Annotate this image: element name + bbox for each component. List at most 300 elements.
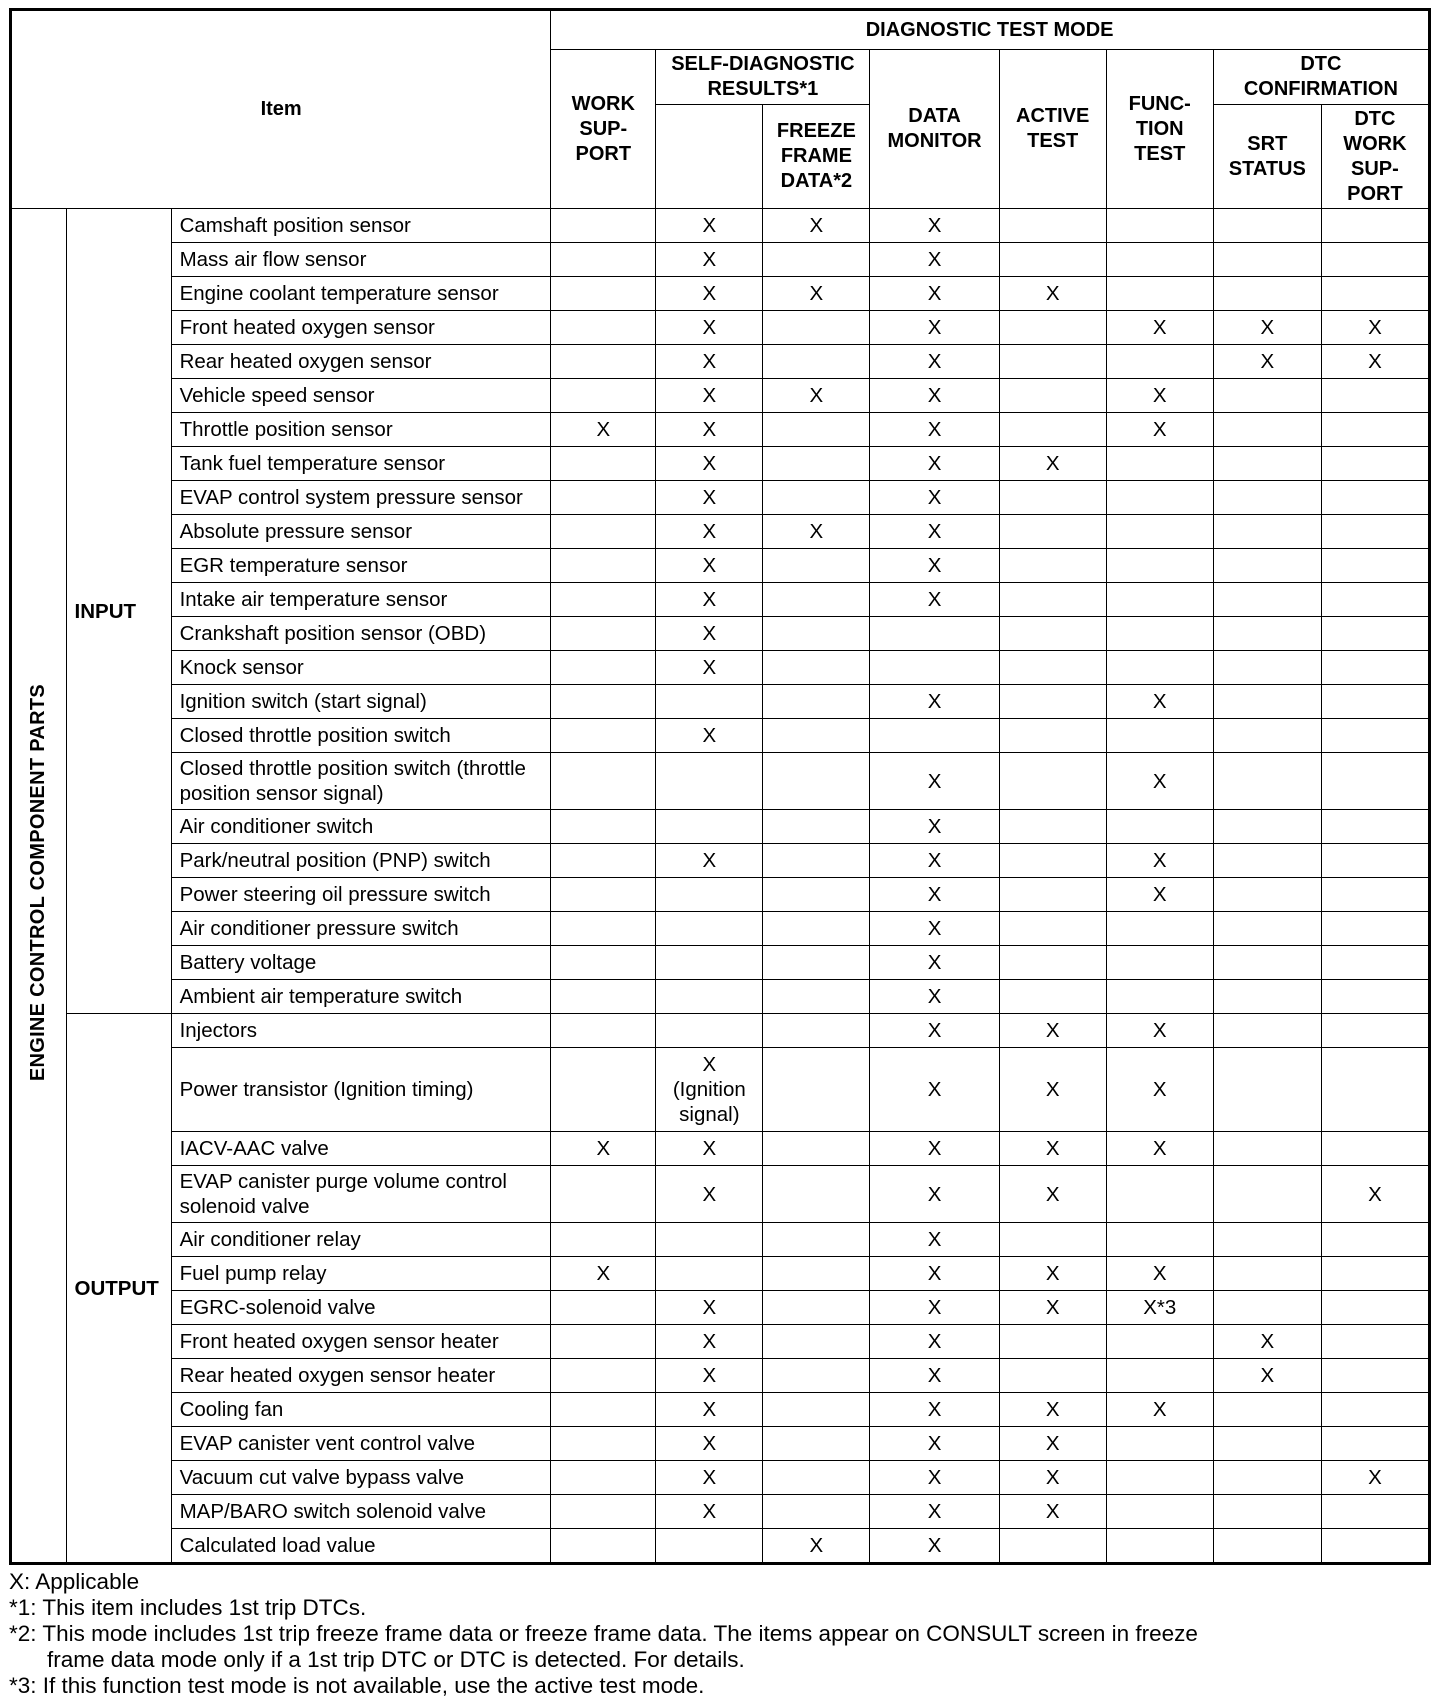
cell-srt-status bbox=[1213, 1427, 1321, 1461]
dtc-work-support-header: DTC WORK SUP- PORT bbox=[1321, 105, 1429, 209]
cell-function-test bbox=[1106, 651, 1213, 685]
cell-active-test bbox=[999, 583, 1106, 617]
cell-active-test bbox=[999, 379, 1106, 413]
cell-dtc-work-support: X bbox=[1321, 1166, 1429, 1223]
applicable-mark: X bbox=[702, 1053, 717, 1076]
cell-work-support bbox=[551, 685, 656, 719]
cell-srt-status bbox=[1213, 810, 1321, 844]
cell-function-test: X*3 bbox=[1106, 1291, 1213, 1325]
component-name: Front heated oxygen sensor bbox=[171, 311, 551, 345]
cell-freeze-frame bbox=[763, 413, 870, 447]
cell-srt-status bbox=[1213, 719, 1321, 753]
self-diagnostic-blank bbox=[656, 105, 763, 209]
cell-work-support bbox=[551, 719, 656, 753]
table-row bbox=[11, 379, 1430, 413]
cell-dtc-work-support bbox=[1321, 1325, 1429, 1359]
cell-freeze-frame bbox=[763, 719, 870, 753]
cell-dtc-work-support bbox=[1321, 980, 1429, 1014]
component-name: EVAP control system pressure sensor bbox=[171, 481, 551, 515]
component-name: Injectors bbox=[171, 1014, 551, 1048]
table-row bbox=[11, 311, 1430, 345]
cell-active-test bbox=[999, 481, 1106, 515]
cell-freeze-frame: X bbox=[763, 379, 870, 413]
cell-function-test: X bbox=[1106, 844, 1213, 878]
cell-work-support bbox=[551, 810, 656, 844]
cell-active-test: X bbox=[999, 1048, 1106, 1132]
cell-function-test bbox=[1106, 345, 1213, 379]
table-row bbox=[11, 515, 1430, 549]
cell-work-support bbox=[551, 379, 656, 413]
cell-work-support bbox=[551, 311, 656, 345]
cell-self-diagnostic bbox=[656, 810, 763, 844]
cell-srt-status bbox=[1213, 1495, 1321, 1529]
cell-function-test bbox=[1106, 277, 1213, 311]
cell-freeze-frame: X bbox=[763, 1529, 870, 1564]
cell-dtc-work-support bbox=[1321, 515, 1429, 549]
table-row bbox=[11, 946, 1430, 980]
cell-work-support bbox=[551, 617, 656, 651]
cell-srt-status bbox=[1213, 617, 1321, 651]
cell-srt-status bbox=[1213, 912, 1321, 946]
table-row bbox=[11, 583, 1430, 617]
cell-active-test: X bbox=[999, 277, 1106, 311]
data-monitor-header: DATA MONITOR bbox=[870, 50, 999, 209]
item-header: Item bbox=[11, 10, 551, 209]
component-name: EVAP canister vent control valve bbox=[171, 1427, 551, 1461]
cell-self-diagnostic: X bbox=[656, 1325, 763, 1359]
cell-srt-status bbox=[1213, 549, 1321, 583]
cell-function-test bbox=[1106, 912, 1213, 946]
cell-function-test bbox=[1106, 1359, 1213, 1393]
cell-work-support bbox=[551, 277, 656, 311]
cell-work-support bbox=[551, 549, 656, 583]
cell-freeze-frame bbox=[763, 243, 870, 277]
cell-freeze-frame bbox=[763, 1166, 870, 1223]
cell-self-diagnostic bbox=[656, 1257, 763, 1291]
component-name: Air conditioner pressure switch bbox=[171, 912, 551, 946]
cell-srt-status bbox=[1213, 1014, 1321, 1048]
cell-work-support bbox=[551, 1166, 656, 1223]
cell-data-monitor: X bbox=[870, 1132, 999, 1166]
cell-active-test: X bbox=[999, 1132, 1106, 1166]
cell-freeze-frame bbox=[763, 685, 870, 719]
cell-self-diagnostic: X bbox=[656, 481, 763, 515]
cell-data-monitor: X bbox=[870, 1257, 999, 1291]
cell-dtc-work-support: X bbox=[1321, 1461, 1429, 1495]
cell-function-test bbox=[1106, 1529, 1213, 1564]
table-row bbox=[11, 719, 1430, 753]
table-row bbox=[11, 447, 1430, 481]
cell-data-monitor: X bbox=[870, 1166, 999, 1223]
cell-data-monitor: X bbox=[870, 1461, 999, 1495]
table-row bbox=[11, 651, 1430, 685]
cell-self-diagnostic bbox=[656, 1223, 763, 1257]
cell-active-test: X bbox=[999, 1166, 1106, 1223]
cell-srt-status bbox=[1213, 1257, 1321, 1291]
component-name: Vacuum cut valve bypass valve bbox=[171, 1461, 551, 1495]
cell-work-support bbox=[551, 447, 656, 481]
cell-dtc-work-support bbox=[1321, 1291, 1429, 1325]
group-input: INPUT bbox=[66, 209, 171, 1014]
cell-srt-status: X bbox=[1213, 345, 1321, 379]
self-diagnostic-note: (Ignition bbox=[672, 1078, 746, 1101]
cell-dtc-work-support bbox=[1321, 481, 1429, 515]
cell-self-diagnostic bbox=[656, 753, 763, 810]
cell-data-monitor: X bbox=[870, 243, 999, 277]
cell-self-diagnostic: X bbox=[656, 345, 763, 379]
cell-self-diagnostic: X bbox=[656, 447, 763, 481]
cell-dtc-work-support bbox=[1321, 209, 1429, 243]
cell-freeze-frame bbox=[763, 878, 870, 912]
cell-function-test bbox=[1106, 243, 1213, 277]
table-row bbox=[11, 413, 1430, 447]
cell-self-diagnostic bbox=[656, 980, 763, 1014]
component-name: Camshaft position sensor bbox=[171, 209, 551, 243]
cell-freeze-frame bbox=[763, 946, 870, 980]
cell-active-test bbox=[999, 1325, 1106, 1359]
cell-srt-status bbox=[1213, 844, 1321, 878]
cell-function-test: X bbox=[1106, 1257, 1213, 1291]
cell-active-test bbox=[999, 515, 1106, 549]
cell-freeze-frame bbox=[763, 980, 870, 1014]
component-name: Vehicle speed sensor bbox=[171, 379, 551, 413]
component-name: Air conditioner relay bbox=[171, 1223, 551, 1257]
cell-srt-status bbox=[1213, 583, 1321, 617]
cell-function-test bbox=[1106, 1495, 1213, 1529]
cell-self-diagnostic bbox=[656, 946, 763, 980]
cell-active-test: X bbox=[999, 1257, 1106, 1291]
table-row bbox=[11, 1291, 1430, 1325]
cell-srt-status bbox=[1213, 685, 1321, 719]
table-row bbox=[11, 810, 1430, 844]
cell-active-test: X bbox=[999, 1014, 1106, 1048]
cell-self-diagnostic: X bbox=[656, 651, 763, 685]
footnote-2-continued: frame data mode only if a 1st trip DTC or DTC is detected. For details. bbox=[47, 1647, 745, 1672]
cell-data-monitor: X bbox=[870, 311, 999, 345]
table-body bbox=[11, 209, 1430, 1564]
cell-work-support bbox=[551, 1291, 656, 1325]
cell-freeze-frame bbox=[763, 1132, 870, 1166]
cell-freeze-frame: X bbox=[763, 515, 870, 549]
cell-dtc-work-support bbox=[1321, 1014, 1429, 1048]
cell-dtc-work-support bbox=[1321, 685, 1429, 719]
cell-dtc-work-support bbox=[1321, 946, 1429, 980]
cell-work-support: X bbox=[551, 1132, 656, 1166]
cell-freeze-frame bbox=[763, 617, 870, 651]
cell-self-diagnostic: X bbox=[656, 719, 763, 753]
component-name: Rear heated oxygen sensor heater bbox=[171, 1359, 551, 1393]
cell-data-monitor: X bbox=[870, 980, 999, 1014]
table-row bbox=[11, 878, 1430, 912]
component-name: Rear heated oxygen sensor bbox=[171, 345, 551, 379]
cell-work-support: X bbox=[551, 1257, 656, 1291]
cell-work-support bbox=[551, 243, 656, 277]
cell-work-support bbox=[551, 515, 656, 549]
component-name: Calculated load value bbox=[171, 1529, 551, 1564]
cell-function-test bbox=[1106, 980, 1213, 1014]
table-row bbox=[11, 1257, 1430, 1291]
cell-active-test: X bbox=[999, 1427, 1106, 1461]
cell-active-test bbox=[999, 844, 1106, 878]
component-name: Ignition switch (start signal) bbox=[171, 685, 551, 719]
cell-dtc-work-support bbox=[1321, 1132, 1429, 1166]
cell-freeze-frame bbox=[763, 1427, 870, 1461]
cell-self-diagnostic: X bbox=[656, 844, 763, 878]
cell-work-support bbox=[551, 1393, 656, 1427]
cell-active-test bbox=[999, 549, 1106, 583]
legend-note: X: Applicable bbox=[9, 1569, 140, 1594]
side-category-label: ENGINE CONTROL COMPONENT PARTS bbox=[11, 209, 67, 1564]
cell-active-test bbox=[999, 651, 1106, 685]
cell-data-monitor: X bbox=[870, 549, 999, 583]
table-row bbox=[11, 209, 1430, 243]
cell-function-test: X bbox=[1106, 1393, 1213, 1427]
cell-data-monitor: X bbox=[870, 1325, 999, 1359]
cell-self-diagnostic: X bbox=[656, 515, 763, 549]
cell-srt-status bbox=[1213, 651, 1321, 685]
table-row bbox=[11, 844, 1430, 878]
cell-data-monitor: X bbox=[870, 1393, 999, 1427]
component-name: Front heated oxygen sensor heater bbox=[171, 1325, 551, 1359]
cell-data-monitor: X bbox=[870, 1529, 999, 1564]
cell-self-diagnostic bbox=[656, 1014, 763, 1048]
cell-work-support bbox=[551, 878, 656, 912]
cell-srt-status bbox=[1213, 277, 1321, 311]
cell-function-test: X bbox=[1106, 1014, 1213, 1048]
cell-freeze-frame bbox=[763, 583, 870, 617]
cell-srt-status bbox=[1213, 946, 1321, 980]
cell-dtc-work-support bbox=[1321, 583, 1429, 617]
cell-dtc-work-support bbox=[1321, 277, 1429, 311]
cell-data-monitor: X bbox=[870, 277, 999, 311]
cell-self-diagnostic: X bbox=[656, 1461, 763, 1495]
cell-data-monitor: X bbox=[870, 878, 999, 912]
component-name: Ambient air temperature switch bbox=[171, 980, 551, 1014]
cell-data-monitor: X bbox=[870, 413, 999, 447]
cell-function-test: X bbox=[1106, 685, 1213, 719]
cell-active-test bbox=[999, 617, 1106, 651]
cell-work-support bbox=[551, 481, 656, 515]
function-test-header: FUNC- TION TEST bbox=[1106, 50, 1213, 209]
self-diagnostic-results-header: SELF-DIAGNOSTIC RESULTS*1 bbox=[656, 50, 870, 105]
cell-self-diagnostic bbox=[656, 1529, 763, 1564]
cell-freeze-frame bbox=[763, 651, 870, 685]
cell-dtc-work-support bbox=[1321, 719, 1429, 753]
active-test-header: ACTIVE TEST bbox=[999, 50, 1106, 209]
cell-active-test bbox=[999, 753, 1106, 810]
table-row bbox=[11, 243, 1430, 277]
cell-freeze-frame: X bbox=[763, 277, 870, 311]
component-name: Closed throttle position switch (throttle position sensor signal) bbox=[171, 753, 551, 810]
cell-work-support bbox=[551, 1529, 656, 1564]
cell-freeze-frame bbox=[763, 1325, 870, 1359]
cell-data-monitor: X bbox=[870, 379, 999, 413]
cell-function-test: X bbox=[1106, 753, 1213, 810]
cell-freeze-frame bbox=[763, 1359, 870, 1393]
cell-self-diagnostic bbox=[656, 878, 763, 912]
diagnostic-test-mode-header: DIAGNOSTIC TEST MODE bbox=[551, 10, 1430, 50]
cell-function-test bbox=[1106, 515, 1213, 549]
cell-self-diagnostic bbox=[656, 1048, 763, 1132]
cell-self-diagnostic: X bbox=[656, 277, 763, 311]
table-row bbox=[11, 617, 1430, 651]
cell-dtc-work-support bbox=[1321, 753, 1429, 810]
cell-data-monitor: X bbox=[870, 1223, 999, 1257]
cell-freeze-frame bbox=[763, 311, 870, 345]
cell-self-diagnostic bbox=[656, 912, 763, 946]
component-name: Absolute pressure sensor bbox=[171, 515, 551, 549]
cell-active-test: X bbox=[999, 1393, 1106, 1427]
cell-srt-status bbox=[1213, 1529, 1321, 1564]
cell-freeze-frame bbox=[763, 1495, 870, 1529]
footnotes bbox=[9, 1569, 1431, 1699]
table-row bbox=[11, 1461, 1430, 1495]
cell-freeze-frame bbox=[763, 345, 870, 379]
cell-self-diagnostic: X bbox=[656, 413, 763, 447]
cell-data-monitor bbox=[870, 651, 999, 685]
table-row bbox=[11, 1014, 1430, 1048]
cell-freeze-frame bbox=[763, 844, 870, 878]
cell-work-support bbox=[551, 1427, 656, 1461]
cell-data-monitor bbox=[870, 719, 999, 753]
cell-function-test bbox=[1106, 209, 1213, 243]
cell-dtc-work-support bbox=[1321, 379, 1429, 413]
cell-self-diagnostic: X bbox=[656, 1495, 763, 1529]
cell-data-monitor: X bbox=[870, 447, 999, 481]
component-name: Throttle position sensor bbox=[171, 413, 551, 447]
cell-active-test bbox=[999, 311, 1106, 345]
diagnostic-table-wrapper bbox=[9, 8, 1431, 1699]
component-name: MAP/BARO switch solenoid valve bbox=[171, 1495, 551, 1529]
cell-srt-status bbox=[1213, 1132, 1321, 1166]
cell-srt-status: X bbox=[1213, 1359, 1321, 1393]
cell-srt-status bbox=[1213, 515, 1321, 549]
cell-work-support bbox=[551, 209, 656, 243]
table-row bbox=[11, 753, 1430, 810]
cell-srt-status bbox=[1213, 1048, 1321, 1132]
cell-active-test bbox=[999, 1359, 1106, 1393]
cell-function-test bbox=[1106, 447, 1213, 481]
cell-self-diagnostic: X bbox=[656, 379, 763, 413]
cell-active-test bbox=[999, 685, 1106, 719]
cell-srt-status: X bbox=[1213, 1325, 1321, 1359]
cell-work-support bbox=[551, 651, 656, 685]
cell-data-monitor: X bbox=[870, 209, 999, 243]
cell-srt-status bbox=[1213, 1166, 1321, 1223]
table-row bbox=[11, 1132, 1430, 1166]
cell-function-test bbox=[1106, 583, 1213, 617]
cell-srt-status: X bbox=[1213, 311, 1321, 345]
component-name: EGRC-solenoid valve bbox=[171, 1291, 551, 1325]
component-name: Crankshaft position sensor (OBD) bbox=[171, 617, 551, 651]
cell-dtc-work-support: X bbox=[1321, 345, 1429, 379]
cell-active-test bbox=[999, 243, 1106, 277]
cell-freeze-frame bbox=[763, 1393, 870, 1427]
footnote-1: *1: This item includes 1st trip DTCs. bbox=[9, 1595, 367, 1620]
component-name: Battery voltage bbox=[171, 946, 551, 980]
component-name: Engine coolant temperature sensor bbox=[171, 277, 551, 311]
cell-self-diagnostic: X bbox=[656, 549, 763, 583]
cell-data-monitor: X bbox=[870, 1427, 999, 1461]
cell-srt-status bbox=[1213, 243, 1321, 277]
cell-dtc-work-support bbox=[1321, 1495, 1429, 1529]
component-name: Tank fuel temperature sensor bbox=[171, 447, 551, 481]
cell-function-test bbox=[1106, 617, 1213, 651]
cell-dtc-work-support bbox=[1321, 549, 1429, 583]
cell-active-test bbox=[999, 345, 1106, 379]
cell-function-test: X bbox=[1106, 878, 1213, 912]
component-name: Knock sensor bbox=[171, 651, 551, 685]
component-name: Intake air temperature sensor bbox=[171, 583, 551, 617]
srt-status-header: SRT STATUS bbox=[1213, 105, 1321, 209]
cell-freeze-frame bbox=[763, 1014, 870, 1048]
cell-function-test: X bbox=[1106, 311, 1213, 345]
cell-dtc-work-support bbox=[1321, 617, 1429, 651]
cell-srt-status bbox=[1213, 447, 1321, 481]
cell-work-support bbox=[551, 583, 656, 617]
table-row bbox=[11, 1048, 1430, 1132]
cell-freeze-frame bbox=[763, 753, 870, 810]
cell-data-monitor: X bbox=[870, 685, 999, 719]
cell-srt-status bbox=[1213, 209, 1321, 243]
component-name: Closed throttle position switch bbox=[171, 719, 551, 753]
cell-work-support bbox=[551, 753, 656, 810]
component-name: EGR temperature sensor bbox=[171, 549, 551, 583]
cell-freeze-frame bbox=[763, 810, 870, 844]
cell-srt-status bbox=[1213, 1223, 1321, 1257]
cell-self-diagnostic: X bbox=[656, 617, 763, 651]
cell-active-test bbox=[999, 980, 1106, 1014]
cell-self-diagnostic: X bbox=[656, 1427, 763, 1461]
cell-active-test: X bbox=[999, 447, 1106, 481]
component-name: Power transistor (Ignition timing) bbox=[171, 1048, 551, 1132]
cell-dtc-work-support bbox=[1321, 1359, 1429, 1393]
cell-work-support bbox=[551, 1325, 656, 1359]
table-row bbox=[11, 481, 1430, 515]
table-row bbox=[11, 549, 1430, 583]
table-row bbox=[11, 345, 1430, 379]
cell-active-test: X bbox=[999, 1461, 1106, 1495]
cell-dtc-work-support bbox=[1321, 243, 1429, 277]
cell-dtc-work-support bbox=[1321, 810, 1429, 844]
table-row bbox=[11, 1166, 1430, 1223]
cell-self-diagnostic: X bbox=[656, 243, 763, 277]
cell-freeze-frame bbox=[763, 1461, 870, 1495]
dtc-confirmation-header: DTC CONFIRMATION bbox=[1213, 50, 1429, 105]
cell-dtc-work-support bbox=[1321, 844, 1429, 878]
cell-data-monitor: X bbox=[870, 946, 999, 980]
component-name: Fuel pump relay bbox=[171, 1257, 551, 1291]
cell-data-monitor: X bbox=[870, 1048, 999, 1132]
cell-srt-status bbox=[1213, 878, 1321, 912]
cell-srt-status bbox=[1213, 980, 1321, 1014]
cell-dtc-work-support: X bbox=[1321, 311, 1429, 345]
cell-dtc-work-support bbox=[1321, 1529, 1429, 1564]
cell-srt-status bbox=[1213, 379, 1321, 413]
cell-function-test: X bbox=[1106, 413, 1213, 447]
cell-srt-status bbox=[1213, 1461, 1321, 1495]
component-name: Mass air flow sensor bbox=[171, 243, 551, 277]
cell-active-test bbox=[999, 209, 1106, 243]
cell-function-test bbox=[1106, 1325, 1213, 1359]
diagnostic-test-mode-table bbox=[9, 8, 1431, 1565]
component-name: Cooling fan bbox=[171, 1393, 551, 1427]
table-row bbox=[11, 1495, 1430, 1529]
cell-function-test bbox=[1106, 549, 1213, 583]
cell-srt-status bbox=[1213, 413, 1321, 447]
component-name: Park/neutral position (PNP) switch bbox=[171, 844, 551, 878]
cell-work-support bbox=[551, 1359, 656, 1393]
